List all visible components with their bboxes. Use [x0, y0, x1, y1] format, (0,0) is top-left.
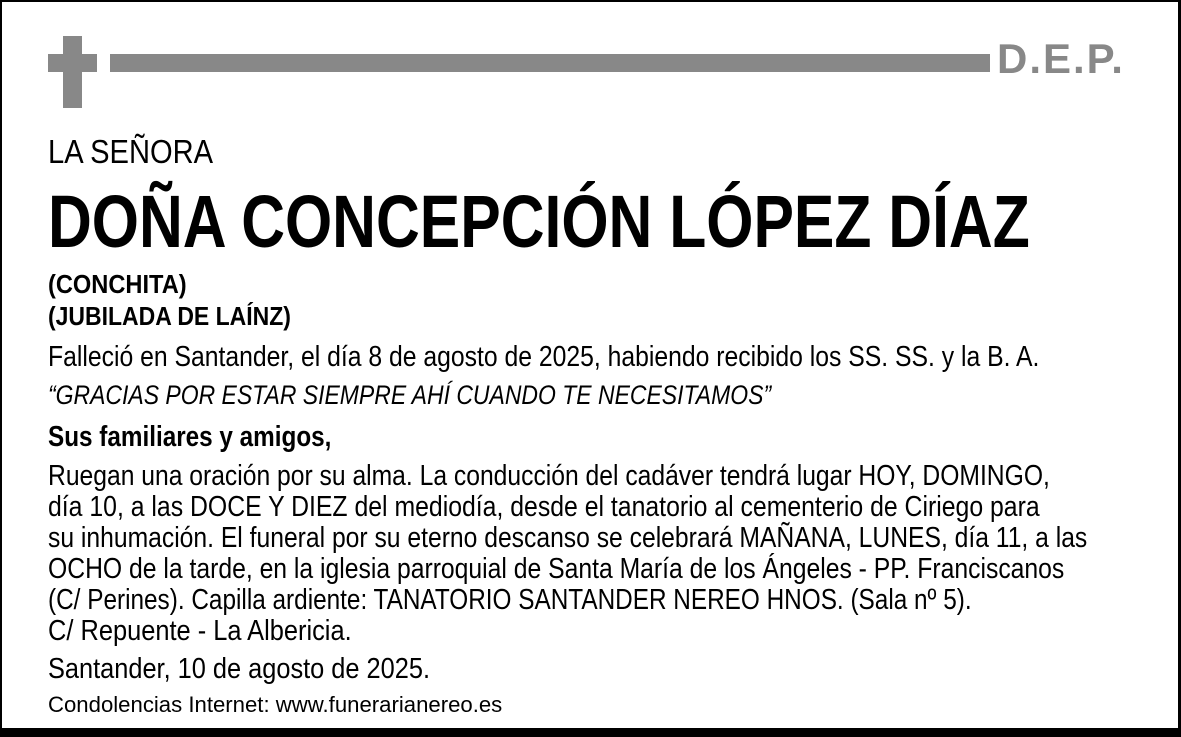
- header-rule: [110, 54, 990, 72]
- dep-label: D.E.P.: [997, 35, 1125, 82]
- death-notice: Falleció en Santander, el día 8 de agosto de 2025, habiendo recibido los SS. SS. y la B. A.: [48, 341, 1040, 373]
- body-line: su inhumación. El funeral por su eterno descanso se celebrará MAÑANA, LUNES, día 11, a las: [48, 522, 1088, 554]
- deceased-name: DOÑA CONCEPCIÓN LÓPEZ DÍAZ: [48, 180, 1030, 263]
- nickname: (CONCHITA): [48, 269, 187, 299]
- body-line: (C/ Perines). Capilla ardiente: TANATORIO SANTANDER NEREO HNOS. (Sala nº 5).: [48, 584, 972, 616]
- quote: “GRACIAS POR ESTAR SIEMPRE AHÍ CUANDO TE NECESITAMOS”: [48, 380, 772, 410]
- bottom-border: [2, 728, 1178, 737]
- occupation: (JUBILADA DE LAÍNZ): [48, 301, 291, 331]
- body-line: OCHO de la tarde, en la iglesia parroquial de Santa María de los Ángeles - PP. Franciscanos: [48, 553, 1065, 585]
- condolences-link[interactable]: Condolencias Internet: www.funerarianereo.es: [48, 692, 503, 717]
- body-line: Ruegan una oración por su alma. La conducción del cadáver tendrá lugar HOY, DOMINGO,: [48, 460, 1050, 492]
- title-prefix: LA SEÑORA: [48, 133, 214, 170]
- body-line: día 10, a las DOCE Y DIEZ del mediodía, desde el tanatorio al cementerio de Ciriego para: [48, 491, 1040, 523]
- body-line: C/ Repuente - La Albericia.: [48, 615, 352, 647]
- place-date: Santander, 10 de agosto de 2025.: [48, 653, 430, 685]
- family-line: Sus familiares y amigos,: [48, 421, 332, 453]
